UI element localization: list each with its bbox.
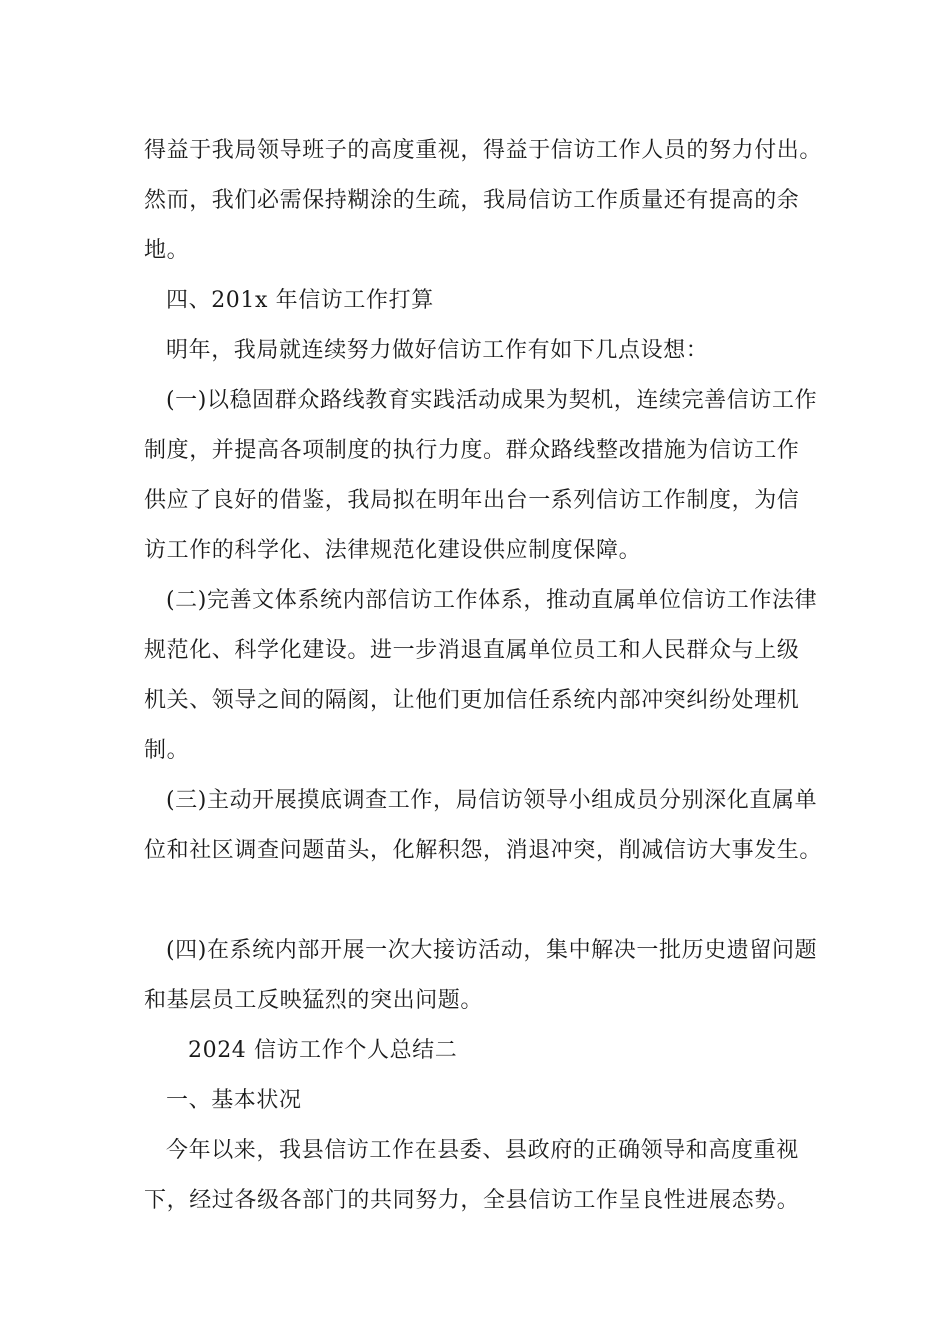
section-heading: 四、201x 年信访工作打算 <box>166 288 434 313</box>
list-item-2-line: 规范化、科学化建设。进一步消退直属单位员工和人民群众与上级 <box>144 638 800 663</box>
body-text-line: 明年，我局就连续努力做好信访工作有如下几点设想： <box>166 338 709 363</box>
list-item-2-line: 制。 <box>144 738 190 763</box>
list-item-2-line: (二)完善文体系统内部信访工作体系，推动直属单位信访工作法律 <box>166 588 818 613</box>
list-item-4-line: (四)在系统内部开展一次大接访活动，集中解决一批历史遗留问题 <box>166 938 818 963</box>
list-item-4-line: 和基层员工反映猛烈的突出问题。 <box>144 988 484 1013</box>
body-text-line: 下，经过各级各部门的共同努力，全县信访工作呈良性进展态势。 <box>144 1188 800 1213</box>
body-text-line: 地。 <box>144 238 190 263</box>
list-item-1-line: (一)以稳固群众路线教育实践活动成果为契机，连续完善信访工作 <box>166 388 818 413</box>
list-item-1-line: 制度，并提高各项制度的执行力度。群众路线整改措施为信访工作 <box>144 438 800 463</box>
body-text-line: 然而，我们必需保持糊涂的生疏，我局信访工作质量还有提高的余 <box>144 188 800 213</box>
list-item-2-line: 机关、领导之间的隔阂，让他们更加信任系统内部冲突纠纷处理机 <box>144 688 800 713</box>
list-item-3-line: 位和社区调查问题苗头，化解积怨，消退冲突，削减信访大事发生。 <box>144 838 823 863</box>
list-item-1-line: 供应了良好的借鉴，我局拟在明年出台一系列信访工作制度，为信 <box>144 488 800 513</box>
body-text-line: 得益于我局领导班子的高度重视，得益于信访工作人员的努力付出。 <box>144 138 823 163</box>
list-item-3-line: (三)主动开展摸底调查工作，局信访领导小组成员分别深化直属单 <box>166 788 818 813</box>
body-text-line: 今年以来，我县信访工作在县委、县政府的正确领导和高度重视 <box>166 1138 799 1163</box>
list-item-1-line: 访工作的科学化、法律规范化建设供应制度保障。 <box>144 538 642 563</box>
document-subtitle: 2024 信访工作个人总结二 <box>188 1038 458 1063</box>
section-heading: 一、基本状况 <box>166 1088 302 1113</box>
